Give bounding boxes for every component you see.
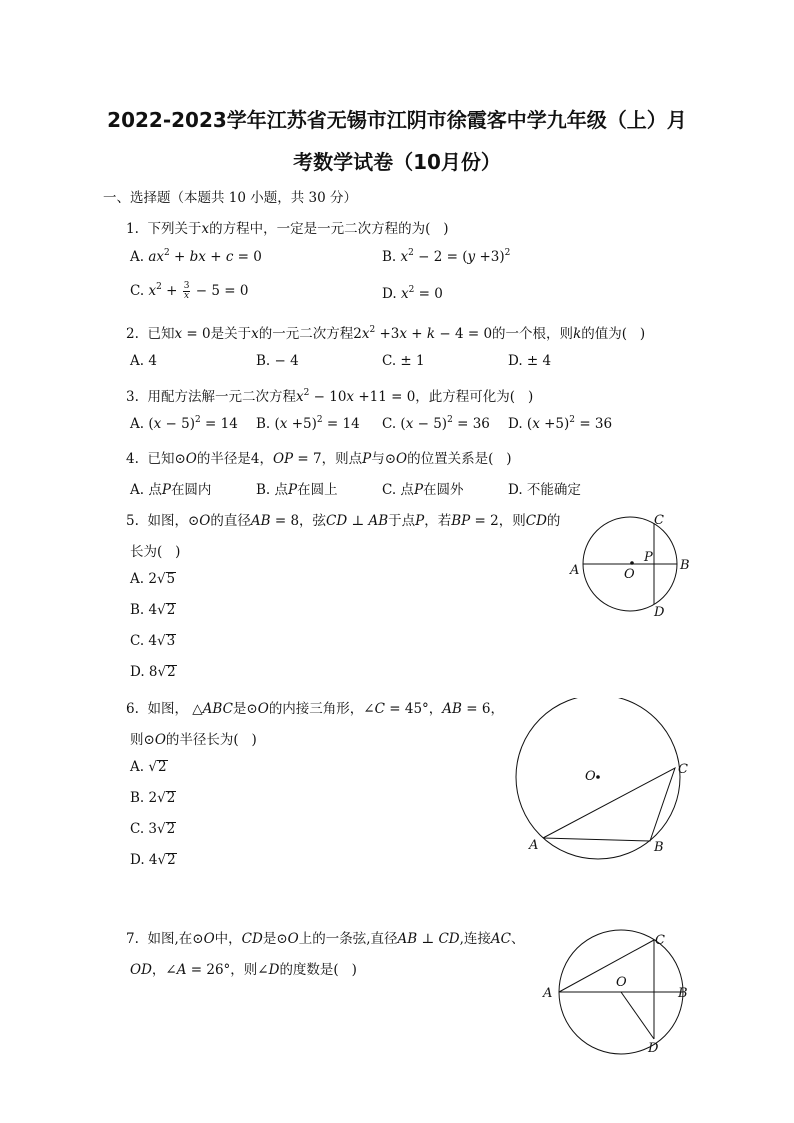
question-4-number: 4. bbox=[126, 451, 139, 467]
question-3-number: 3. bbox=[126, 389, 139, 405]
q6-option-d: D. 4√2 bbox=[130, 852, 176, 868]
q3-option-d: D. $(x +5)^2 = 36$ bbox=[508, 415, 613, 432]
exam-title-line2: 考数学试卷（10月份） bbox=[293, 150, 501, 174]
fig7-label-o: O bbox=[616, 975, 627, 990]
question-6-stem-cont: 则⊙O的半径长为( ) bbox=[130, 732, 257, 748]
q4-option-c: C. 点P在圆外 bbox=[382, 482, 464, 498]
question-2-stem: 已知x = 0是关于x的一元二次方程$2x^2 +3x + k - 4 = 0$的一个根，则k的值为( ) bbox=[147, 325, 646, 342]
fig5-label-d: D bbox=[654, 605, 665, 620]
q4-option-a: A. 点P在圆内 bbox=[130, 482, 212, 498]
q6-option-a: A. √2 bbox=[130, 759, 167, 775]
q5-option-a: A. 2√5 bbox=[130, 571, 176, 587]
question-3 bbox=[126, 385, 533, 405]
fig5-center-dot bbox=[630, 561, 634, 565]
q1-option-c: C. $x^2$ + $\frac{3}{x}$ − 5 = 0 bbox=[130, 281, 249, 301]
q3-option-b: B. $(x +5)^2 = 14$ bbox=[256, 415, 360, 432]
figure-6 bbox=[505, 698, 705, 863]
fig7-label-a: A bbox=[543, 986, 553, 1001]
q2-option-a: A. 4 bbox=[130, 353, 157, 369]
fig6-label-o: O bbox=[585, 769, 596, 784]
fig7-label-d: D bbox=[648, 1041, 659, 1056]
fig7-label-c: C bbox=[655, 933, 665, 948]
q2-option-c: C. ± 1 bbox=[382, 353, 425, 369]
q2-option-d: D. ± 4 bbox=[508, 353, 552, 369]
q6-option-c: C. 3√2 bbox=[130, 821, 176, 837]
figure-5 bbox=[560, 508, 700, 623]
fig6-label-b: B bbox=[654, 840, 664, 855]
section-heading: 一、选择题（本题共 10 小题，共 30 分） bbox=[103, 190, 358, 206]
q3-option-c: C. $(x - 5)^2 = 36$ bbox=[382, 415, 490, 432]
fig7-segment-ac bbox=[559, 940, 654, 992]
q1-option-d: D. $x^2 = 0$ bbox=[382, 285, 443, 302]
q2-option-b: B. − 4 bbox=[256, 353, 299, 369]
fig6-triangle-abc bbox=[543, 768, 675, 841]
question-1-stem: 下列关于x的方程中，一定是一元二次方程的为( ) bbox=[147, 221, 449, 237]
fig6-label-c: C bbox=[678, 762, 688, 777]
question-1-number: 1. bbox=[126, 221, 139, 237]
q5-option-d: D. 8√2 bbox=[130, 664, 176, 680]
question-6-stem: 如图， △ABC是⊙O的内接三角形，∠C = 45°，AB = 6， bbox=[147, 701, 504, 717]
question-7-number: 7. bbox=[126, 931, 139, 947]
q4-option-d: D. 不能确定 bbox=[508, 482, 581, 498]
question-4 bbox=[126, 447, 512, 467]
question-6 bbox=[126, 697, 504, 717]
q3-option-a: A. $(x - 5)^2 = 14$ bbox=[130, 415, 238, 432]
fig7-segment-od bbox=[621, 992, 654, 1039]
q1-option-a: A. $ax^2$ + bx + c = 0 bbox=[130, 248, 262, 265]
question-4-stem: 已知⊙O的半径是4，OP = 7，则点P与⊙O的位置关系是( ) bbox=[147, 451, 512, 467]
question-2-number: 2. bbox=[126, 326, 139, 342]
q6-option-b: B. 2√2 bbox=[130, 790, 176, 806]
fig6-center-dot bbox=[596, 775, 600, 779]
question-7-stem: 如图,在⊙O中，CD是⊙O上的一条弦,直径AB ⊥ CD,连接AC、 bbox=[147, 931, 525, 947]
q5-option-b: B. 4√2 bbox=[130, 602, 176, 618]
fig7-label-b: B bbox=[678, 986, 688, 1001]
q1-option-b: B. $x^2 - 2 = (y +3)^2$ bbox=[382, 248, 511, 265]
question-5-number: 5. bbox=[126, 513, 139, 529]
question-6-number: 6. bbox=[126, 701, 139, 717]
question-5 bbox=[126, 509, 560, 529]
question-3-stem: 用配方法解一元二次方程$x^2 - 10x +11 = 0$，此方程可化为( ) bbox=[147, 388, 534, 405]
q4-option-b: B. 点P在圆上 bbox=[256, 482, 338, 498]
question-5-stem: 如图，⊙O的直径AB = 8，弦CD ⊥ AB于点P，若BP = 2，则CD的 bbox=[147, 513, 561, 529]
question-7-stem-cont: OD，∠A = 26°，则∠D的度数是( ) bbox=[130, 962, 357, 978]
question-7 bbox=[126, 927, 525, 947]
q5-option-c: C. 4√3 bbox=[130, 633, 176, 649]
fig5-label-p: P bbox=[644, 550, 653, 565]
fig5-label-o: O bbox=[624, 567, 635, 582]
fig5-label-b: B bbox=[680, 558, 690, 573]
fig5-label-a: A bbox=[570, 563, 580, 578]
exam-title-line1: 2022-2023学年江苏省无锡市江阴市徐霞客中学九年级（上）月 bbox=[107, 108, 687, 132]
fig5-label-c: C bbox=[654, 513, 664, 528]
question-2 bbox=[126, 322, 645, 342]
figure-7 bbox=[538, 928, 698, 1058]
question-1 bbox=[126, 217, 449, 237]
fig6-label-a: A bbox=[529, 838, 539, 853]
question-5-stem-cont: 长为( ) bbox=[130, 544, 181, 560]
